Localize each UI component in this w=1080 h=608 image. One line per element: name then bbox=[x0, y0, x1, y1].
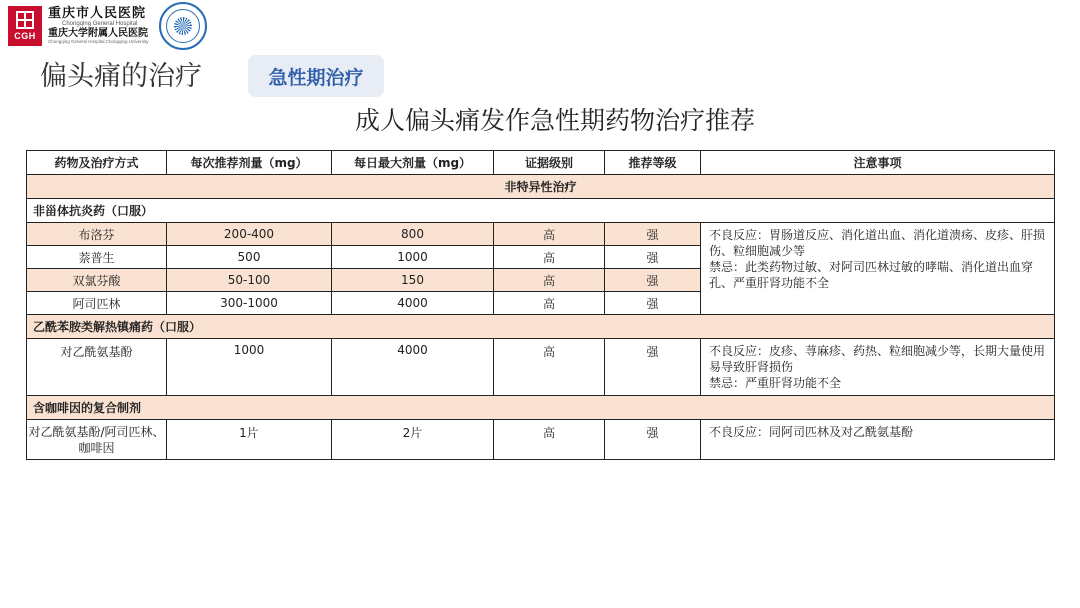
group-row bbox=[27, 396, 1055, 420]
category-label: 非特异性治疗 bbox=[27, 175, 1055, 199]
header-max-dose: 每日最大剂量（mg） bbox=[332, 151, 494, 175]
evidence-cell: 高 bbox=[494, 246, 605, 269]
hospital-logo-block bbox=[8, 2, 207, 50]
max-dose-cell: 150 bbox=[332, 269, 494, 292]
table-header-row bbox=[27, 151, 1055, 175]
drug-cell: 阿司匹林 bbox=[27, 292, 167, 315]
notes-cell bbox=[701, 339, 1055, 396]
hospital-name-cn: 重庆市人民医院 bbox=[48, 6, 147, 22]
header-notes: 注意事项 bbox=[701, 151, 1055, 175]
treatment-table bbox=[26, 150, 1055, 460]
header-dose: 每次推荐剂量（mg） bbox=[167, 151, 332, 175]
note-line: 不良反应：皮疹、荨麻疹、药热、粒细胞减少等，长期大量使用易导致肝肾损伤 禁忌：严重肝肾功能不全 bbox=[709, 344, 1046, 390]
page-title: 成人偏头痛发作急性期药物治疗推荐 bbox=[354, 106, 755, 135]
cgh-logo-icon bbox=[8, 6, 42, 46]
grade-cell: 强 bbox=[605, 339, 701, 396]
notes-cell bbox=[701, 223, 1055, 315]
group-row bbox=[27, 315, 1055, 339]
evidence-cell: 高 bbox=[494, 223, 605, 246]
evidence-cell: 高 bbox=[494, 269, 605, 292]
dose-cell: 50-100 bbox=[167, 269, 332, 292]
university-name-cn: 重庆大学附属人民医院 bbox=[48, 28, 148, 40]
cgh-logo-glyph bbox=[16, 11, 34, 29]
dose-cell: 1片 bbox=[167, 420, 332, 460]
drug-cell: 萘普生 bbox=[27, 246, 167, 269]
max-dose-cell: 800 bbox=[332, 223, 494, 246]
notes-cell bbox=[701, 420, 1055, 460]
category-row bbox=[27, 175, 1055, 199]
grade-cell: 强 bbox=[605, 420, 701, 460]
header-drug: 药物及治疗方式 bbox=[27, 151, 167, 175]
grade-cell: 强 bbox=[605, 292, 701, 315]
dose-cell: 500 bbox=[167, 246, 332, 269]
drug-cell: 布洛芬 bbox=[27, 223, 167, 246]
group-name: 乙酰苯胺类解热镇痛药（口服） bbox=[27, 315, 1055, 339]
drug-cell: 对乙酰氨基酚/阿司匹林、咖啡因 bbox=[27, 420, 167, 460]
drug-cell: 对乙酰氨基酚 bbox=[27, 339, 167, 396]
dose-cell: 200-400 bbox=[167, 223, 332, 246]
note-line: 不良反应：胃肠道反应、消化道出血、消化道溃疡、皮疹、肝损伤、粒细胞减少等 禁忌：此类药物过敏、对阿司匹林过敏的哮喘、消化道出血穿孔、严重肝肾功能不全 bbox=[709, 228, 1046, 290]
max-dose-cell: 1000 bbox=[332, 246, 494, 269]
evidence-cell: 高 bbox=[494, 339, 605, 396]
max-dose-cell: 4000 bbox=[332, 339, 494, 396]
table-row bbox=[27, 420, 1055, 460]
evidence-cell: 高 bbox=[494, 420, 605, 460]
note-line: 不良反应：同阿司匹林及对乙酰氨基酚 bbox=[709, 425, 914, 439]
section-tag: 急性期治疗 bbox=[248, 55, 384, 97]
grade-cell: 强 bbox=[605, 246, 701, 269]
header-evidence: 证据级别 bbox=[494, 151, 605, 175]
cgh-logo-text: CGH bbox=[14, 31, 36, 41]
hospital-name bbox=[48, 7, 149, 45]
evidence-cell: 高 bbox=[494, 292, 605, 315]
hospital-name-en: Chongqing General Hospital bbox=[62, 21, 138, 28]
group-name: 含咖啡因的复合制剂 bbox=[27, 396, 1055, 420]
group-name: 非甾体抗炎药（口服） bbox=[27, 199, 1055, 223]
group-row bbox=[27, 199, 1055, 223]
drug-cell: 双氯芬酸 bbox=[27, 269, 167, 292]
dose-cell: 1000 bbox=[167, 339, 332, 396]
seal-core bbox=[174, 17, 192, 35]
header-grade: 推荐等级 bbox=[605, 151, 701, 175]
university-name-en: Chongqing General Hospital,Chongqing University bbox=[48, 39, 149, 45]
max-dose-cell: 2片 bbox=[332, 420, 494, 460]
section-title: 偏头痛的治疗 bbox=[40, 61, 202, 92]
grade-cell: 强 bbox=[605, 223, 701, 246]
grade-cell: 强 bbox=[605, 269, 701, 292]
table-row bbox=[27, 339, 1055, 396]
university-seal-icon bbox=[159, 2, 207, 50]
table-row bbox=[27, 223, 1055, 246]
dose-cell: 300-1000 bbox=[167, 292, 332, 315]
max-dose-cell: 4000 bbox=[332, 292, 494, 315]
